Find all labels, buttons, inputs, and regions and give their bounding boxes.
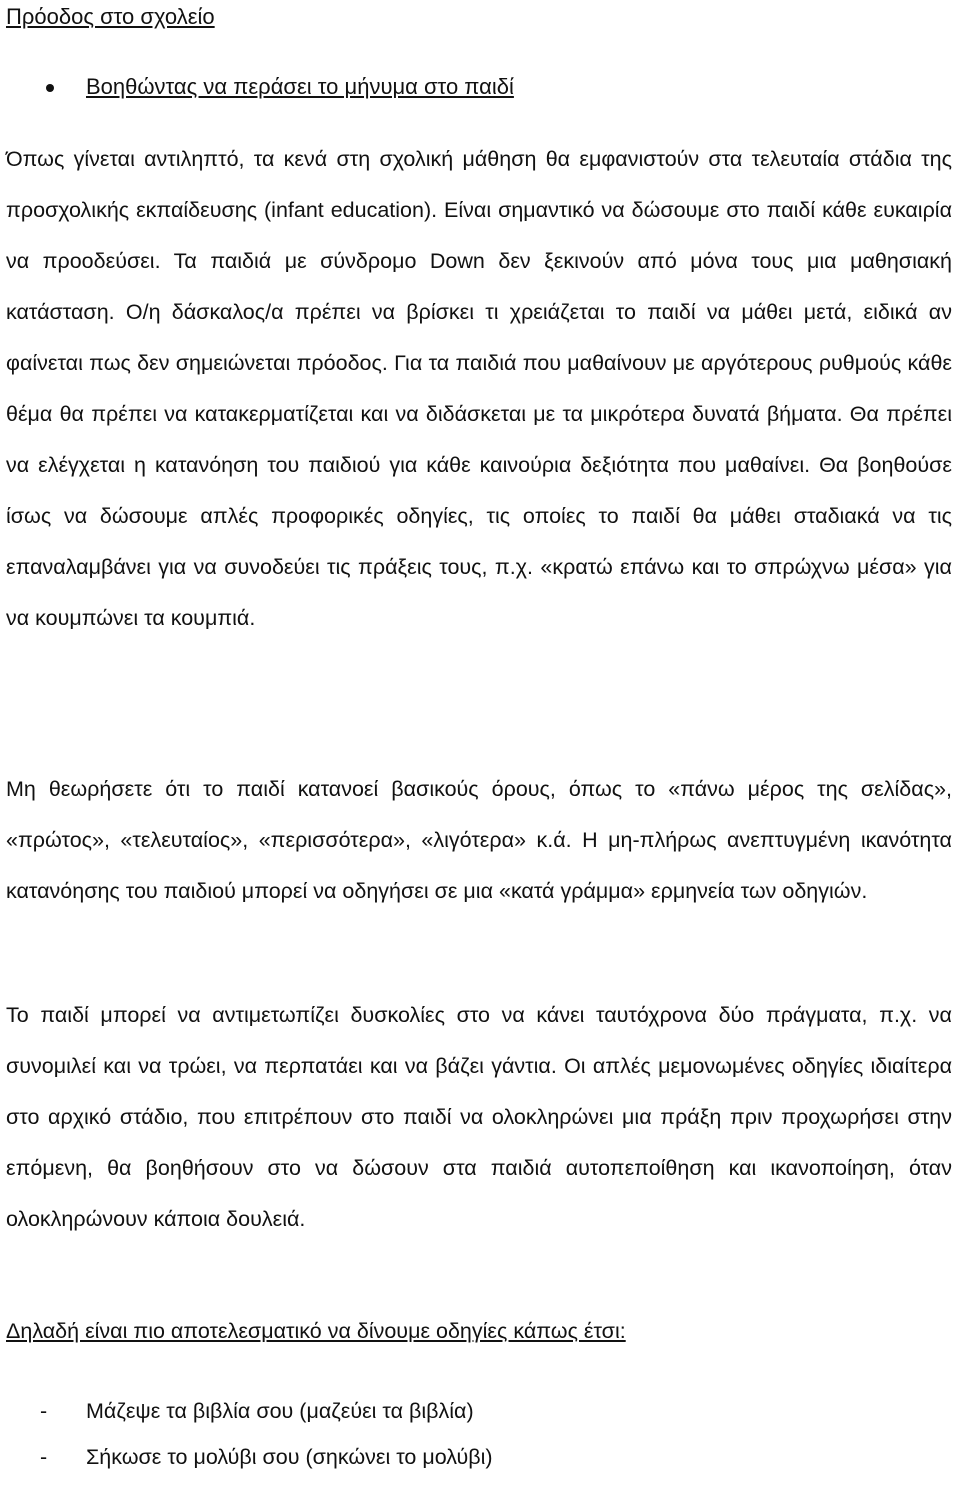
example-instructions-list: [0, 1396, 960, 1488]
paragraph-two-tasks: Το παιδί μπορεί να αντιμετωπίζει δυσκολίες στο να κάνει ταυτόχρονα δύο πράγματα, π.χ. να συνομιλεί και να τρώει, να περπατάει και να βάζει γάντια. Οι απλές μεμονωμένες οδηγίες ιδιαίτερα στο αρχικό στάδιο, που επιτρέπουν στο παιδί να ολοκληρώνει μια πράξη πριν προχωρήσει στην επόμενη, θα βοηθήσουν στο να δώσουν στα παιδιά αυτοπεποίθηση και ικανοποίηση, όταν ολοκληρώνουν κάποια δουλειά.: [6, 1003, 952, 1231]
subheading-text: Βοηθώντας να περάσει το μήνυμα στο παιδί: [86, 74, 514, 99]
paragraph-terms: Μη θεωρήσετε ότι το παιδί κατανοεί βασικούς όρους, όπως το «πάνω μέρος της σελίδας», «πρώτος», «τελευταίος», «περισσότερα», «λιγότερα» κ.ά. Η μη-πλήρως ανεπτυγμένη ικανότητα κατανόησης του παιδιού μπορεί να οδηγήσει σε μια «κατά γράμμα» ερμηνεία των οδηγιών.: [6, 777, 952, 903]
paragraph-progress: Όπως γίνεται αντιληπτό, τα κενά στη σχολική μάθηση θα εμφανιστούν στα τελευταία στάδια της προσχολικής εκπαίδευσης (infant education). Είναι σημαντικό να δώσουμε στο παιδί κάθε ευκαιρία να προοδεύσει. Τα παιδιά με σύνδρομο Down δεν ξεκινούν από μόνα τους μια μαθησιακή κατάσταση. Ο/η δάσκαλος/α πρέπει να βρίσκει τι χρειάζεται το παιδί να μάθει μετά, ειδικά αν φαίνεται πως δεν σημειώνεται πρόοδος. Για τα παιδιά που μαθαίνουν με αργότερους ρυθμούς κάθε θέμα θα πρέπει να κατακερματίζεται και να διδάσκεται με τα μικρότερα δυνατά βήματα. Θα πρέπει να ελέγχεται η κατανόηση του παιδιού για κάθε καινούρια δεξιότητα που μαθαίνει. Θα βοηθούσε ίσως να δώσουμε απλές προφορικές οδηγίες, τις οποίες το παιδί θα μάθει σταδιακά να τις επαναλαμβάνει για να συνοδεύει τις πράξεις τους, π.χ. «κρατώ επάνω και το σπρώχνω μέσα» για να κουμπώνει τα κουμπιά.: [6, 147, 952, 630]
example-instruction-text: Σήκωσε το μολύβι σου (σηκώνει το μολύβι): [86, 1445, 493, 1469]
page-title: Πρόοδος στο σχολείο: [6, 4, 215, 29]
subheading-list: [0, 72, 960, 102]
example-instruction: [0, 1396, 960, 1442]
example-instruction: [0, 1442, 960, 1488]
dash-marker: -: [40, 1399, 48, 1423]
subheading-item: [0, 72, 960, 102]
bullet-icon: [46, 84, 54, 92]
instructions-lead-in: Δηλαδή είναι πιο αποτελεσματικό να δίνουμε οδηγίες κάπως έτσι:: [6, 1319, 626, 1343]
example-instruction-text: Μάζεψε τα βιβλία σου (μαζεύει τα βιβλία): [86, 1399, 474, 1423]
dash-marker: -: [40, 1445, 48, 1469]
